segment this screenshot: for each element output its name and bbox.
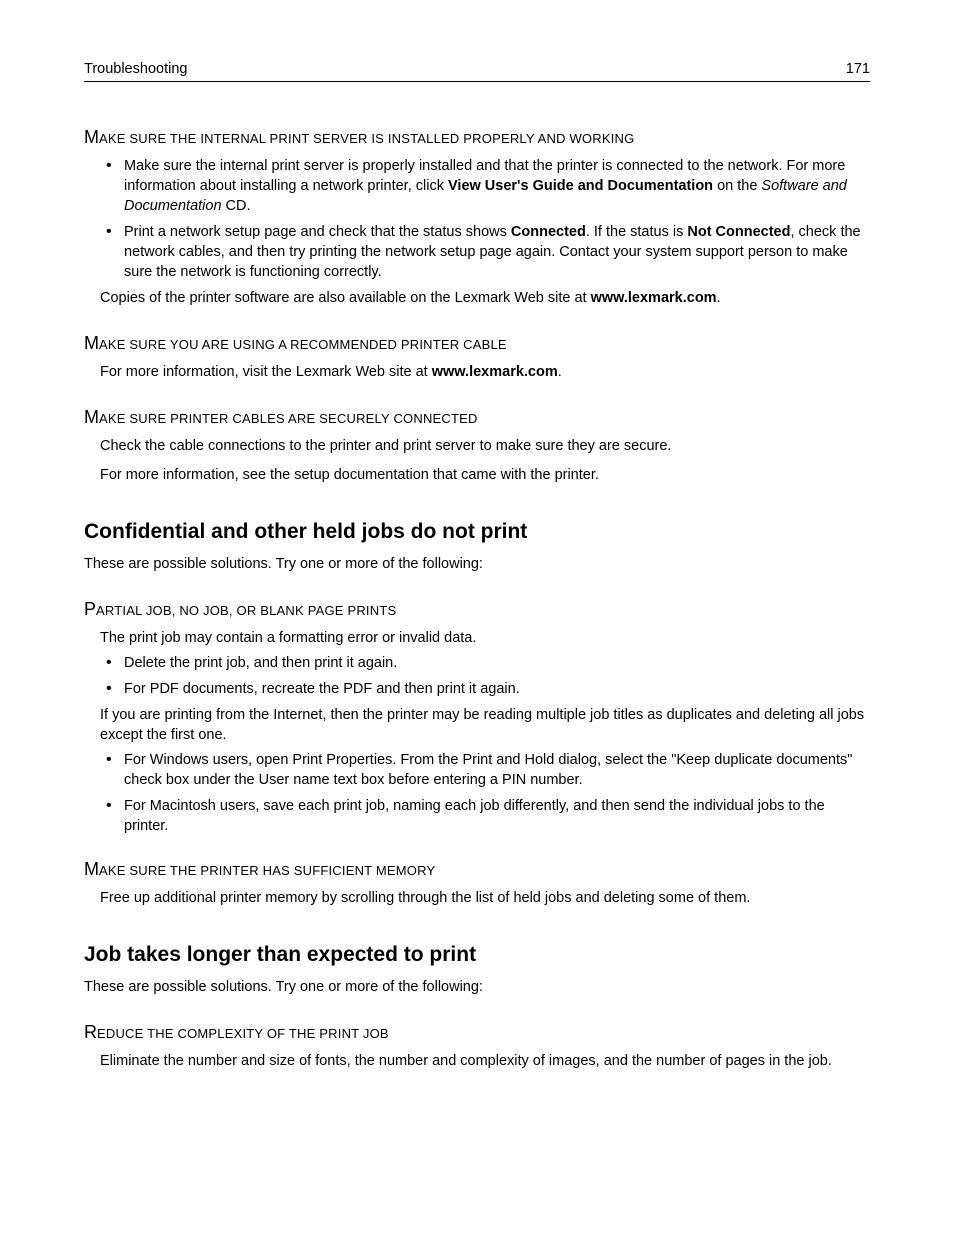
subheading-internal-print-server [84, 128, 870, 148]
list-item: • Delete the print job, and then print it again. [124, 653, 870, 673]
subheading-recommended-cable [84, 334, 870, 354]
subheading-text: AKE SURE YOU ARE USING A RECOMMENDED PRINTER CABLE [99, 337, 507, 352]
paragraph: These are possible solutions. Try one or more of the following: [84, 556, 483, 572]
list-item: • For Macintosh users, save each print job, naming each job differently, and then send the individual jobs to the printer. [124, 796, 870, 836]
subheading-text: AKE SURE THE PRINTER HAS SUFFICIENT MEMORY [99, 863, 436, 878]
section-heading-job-takes-longer: Job takes longer than expected to print [84, 943, 477, 966]
subheading-initial: M [84, 333, 99, 353]
paragraph [84, 362, 870, 382]
paragraph: For more information, see the setup documentation that came with the printer. [100, 467, 599, 483]
text: Make sure the internal print server is properly installed and that the printer is connected to the network. For more information about installing a network printer, click [124, 158, 846, 194]
paragraph: Free up additional printer memory by scrolling through the list of held jobs and deleting some of them. [100, 890, 751, 906]
bold-text: Connected [510, 224, 586, 240]
bold-link-text: www.lexmark.com [431, 364, 558, 380]
italic-text: Software and Documentation [124, 178, 847, 214]
page-content [84, 120, 870, 1071]
text: . [716, 290, 721, 306]
bullet-list [84, 653, 870, 699]
subheading-reduce-complexity [84, 1023, 870, 1043]
bullet-list [84, 750, 870, 836]
header-page-number: 171 [845, 61, 870, 77]
text: Print a network setup page and check that the status shows [124, 224, 511, 240]
bold-link-text: www.lexmark.com [590, 290, 717, 306]
subheading-partial-job [84, 600, 870, 620]
subheading-text: AKE SURE THE INTERNAL PRINT SERVER IS INSTALLED PROPERLY AND WORKING [99, 131, 635, 146]
paragraph: If you are printing from the Internet, then the printer may be reading multiple job titles as duplicates and deleting all jobs except the first one. [100, 707, 865, 743]
subheading-initial: M [84, 127, 99, 147]
subheading-sufficient-memory [84, 860, 870, 880]
text: CD. [221, 198, 251, 214]
paragraph: These are possible solutions. Try one or more of the following: [84, 979, 483, 995]
paragraph [84, 288, 870, 308]
text: , check the network cables, and then try printing the network setup page again. Contact your system support person to make sure the network is functioning correctly. [124, 224, 861, 280]
list-item [124, 156, 870, 216]
paragraph: Eliminate the number and size of fonts, the number and complexity of images, and the number of pages in the job. [100, 1053, 832, 1069]
list-item: • For PDF documents, recreate the PDF and then print it again. [124, 679, 870, 699]
subheading-cables-connected [84, 408, 870, 428]
text: Copies of the printer software are also available on the Lexmark Web site at [100, 290, 591, 306]
section-heading-confidential-jobs: Confidential and other held jobs do not print [84, 520, 528, 543]
subheading-initial: P [84, 599, 97, 619]
page-header [84, 58, 870, 82]
subheading-text: ARTIAL JOB, NO JOB, OR BLANK PAGE PRINTS [96, 603, 397, 618]
list-item [124, 222, 870, 282]
subheading-initial: M [84, 859, 99, 879]
subheading-text: EDUCE THE COMPLEXITY OF THE PRINT JOB [97, 1026, 389, 1041]
subheading-initial: M [84, 407, 99, 427]
header-section-title: Troubleshooting [84, 61, 188, 77]
subheading-initial: R [84, 1022, 97, 1042]
subheading-text: AKE SURE PRINTER CABLES ARE SECURELY CONNECTED [99, 411, 478, 426]
list-item: • For Windows users, open Print Properties. From the Print and Hold dialog, select the "Keep duplicate documents" check box under the User name text box before entering a PIN number. [124, 750, 870, 790]
bold-text: View User's Guide and Documentation [448, 178, 714, 194]
bold-text: Not Connected [687, 224, 791, 240]
text: on the [713, 178, 762, 194]
text: . If the status is [585, 224, 688, 240]
paragraph: Check the cable connections to the printer and print server to make sure they are secure. [100, 438, 672, 454]
text: For more information, visit the Lexmark Web site at [100, 364, 432, 380]
bullet-list [84, 156, 870, 282]
text: . [557, 364, 562, 380]
paragraph: The print job may contain a formatting error or invalid data. [100, 630, 477, 646]
